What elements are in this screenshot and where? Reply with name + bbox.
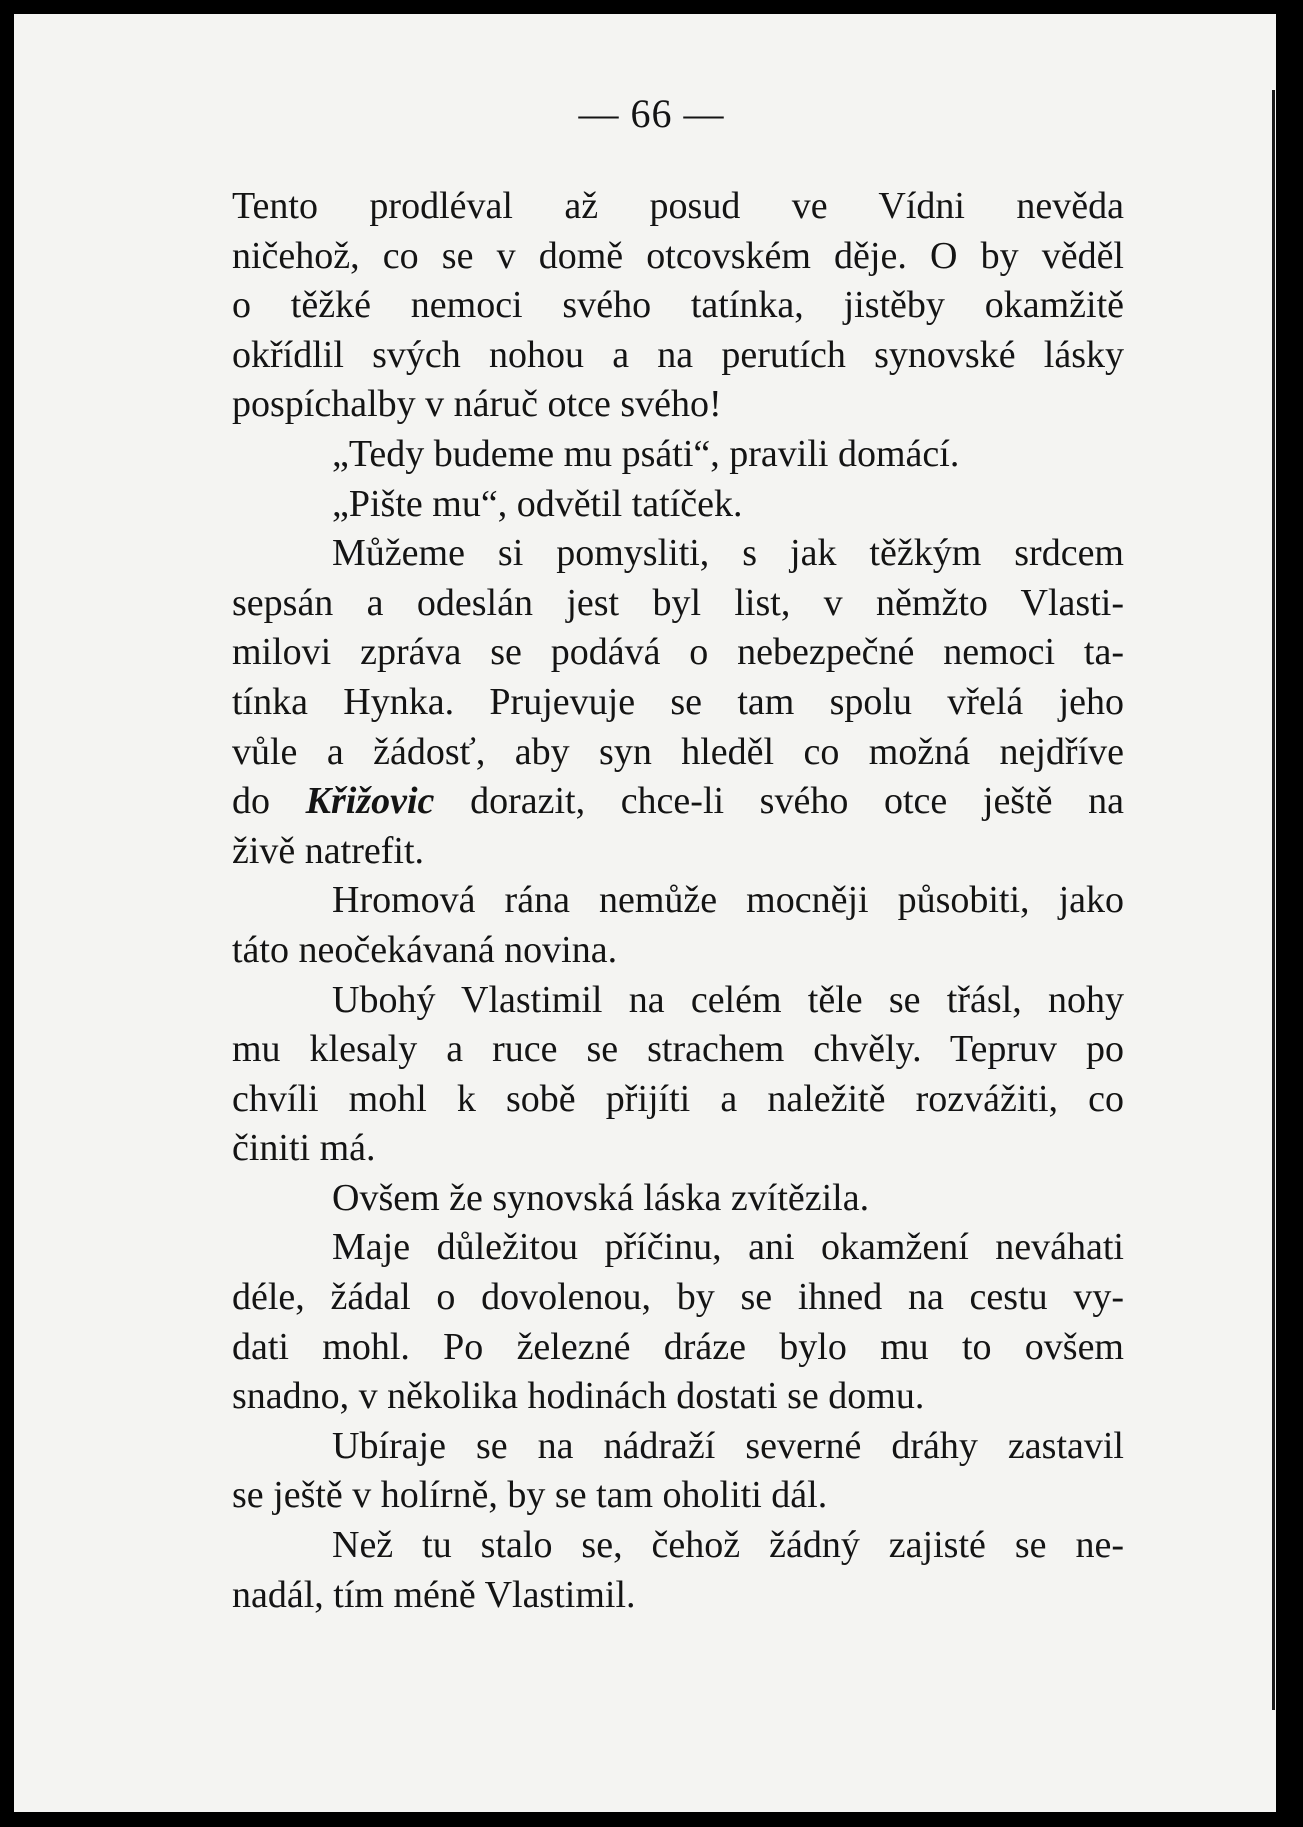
- text-line: „Tedy budeme mu psáti“, pravili domácí.: [332, 432, 960, 475]
- text-line: milovi zpráva se podává o nebezpečné nemoci ta-: [232, 631, 1124, 674]
- text-line: okřídlil svých nohou a na perutích synovské lásky: [232, 333, 1124, 376]
- text-line: snadno, v několika hodinách dostati se domu.: [232, 1375, 925, 1418]
- text-line: sepsán a odeslán jest byl list, v němžto Vlasti-: [232, 581, 1124, 624]
- page-edge-line: [1272, 90, 1275, 1710]
- text-line: Ovšem že synovská láska zvítězila.: [332, 1176, 870, 1219]
- text-line: táto neočekávaná novina.: [232, 928, 618, 971]
- text-line: mu klesaly a ruce se strachem chvěly. Tepruv po: [232, 1028, 1124, 1071]
- page-number: — 66 —: [578, 91, 725, 136]
- text-line: Maje důležitou příčinu, ani okamžení neváhati: [332, 1226, 1124, 1269]
- text-fragment: dorazit, chce-li svého otce ještě na: [470, 780, 1125, 823]
- text-fragment: do: [232, 780, 270, 823]
- text-line: nadál, tím méně Vlastimil.: [232, 1573, 636, 1616]
- text-line: živě natrefit.: [232, 829, 425, 872]
- body-text: [232, 182, 1124, 1620]
- text-line: Hromová rána nemůže mocněji působiti, jako: [332, 879, 1124, 922]
- text-line: ničehož, co se v domě otcovském děje. O by věděl: [232, 234, 1124, 277]
- text-line: vůle a žádosť, aby syn hleděl co možná nejdříve: [232, 730, 1124, 773]
- text-line: chvíli mohl k sobě přijíti a naležitě rozvážiti, co: [232, 1077, 1124, 1120]
- text-line: Ubohý Vlastimil na celém těle se třásl, nohy: [332, 978, 1124, 1021]
- text-line: déle, žádal o dovolenou, by se ihned na cestu vy-: [232, 1276, 1124, 1319]
- text-line: dati mohl. Po železné dráze bylo mu to ovšem: [232, 1325, 1124, 1368]
- text-line: Můžeme si pomysliti, s jak těžkým srdcem: [332, 532, 1124, 575]
- text-line: činiti má.: [232, 1127, 376, 1170]
- text-line: Ubíraje se na nádraží severné dráhy zastavil: [332, 1424, 1124, 1467]
- text-line: [232, 777, 1124, 827]
- text-line: se ještě v holírně, by se tam oholiti dál.: [232, 1474, 828, 1517]
- text-line: o těžké nemoci svého tatínka, jistěby okamžitě: [232, 284, 1124, 327]
- text-line: Tento prodléval až posud ve Vídni nevěda: [232, 185, 1124, 227]
- place-name-emphasis: Křižovic: [305, 780, 435, 823]
- text-line: pospíchalby v náruč otce svého!: [232, 383, 722, 426]
- text-line: „Pište mu“, odvětil tatíček.: [332, 482, 743, 525]
- text-line: tínka Hynka. Prujevuje se tam spolu vřelá jeho: [232, 680, 1124, 723]
- text-line: Než tu stalo se, čehož žádný zajisté se ne-: [332, 1524, 1124, 1567]
